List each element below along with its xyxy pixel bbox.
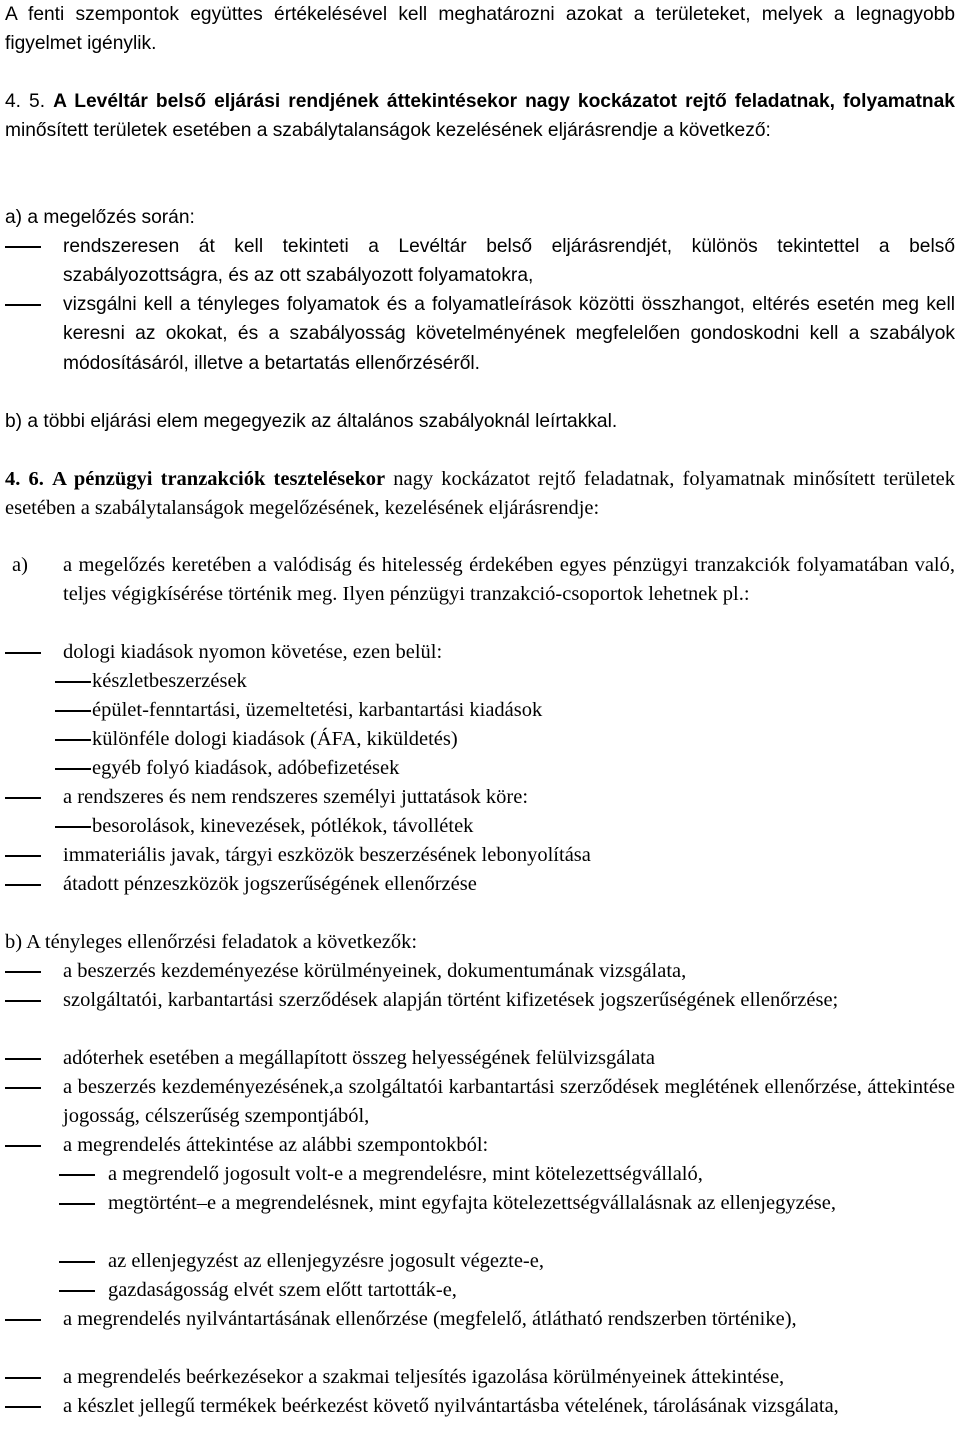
dash-bullet (5, 971, 41, 973)
list-item-text: immateriális javak, tárgyi eszközök beszerzésének lebonyolítása (63, 844, 591, 866)
list-item-text: átadott pénzeszközök jogszerűségének ellenőrzése (63, 873, 477, 895)
section-4-6-heading (5, 465, 955, 524)
section-4-6-b-label: b) A tényleges ellenőrzési feladatok a következők: (5, 931, 418, 953)
dash-bullet (55, 826, 91, 828)
list-item (63, 957, 955, 986)
section-4-5-a-label: a) a megelőzés során: (5, 207, 195, 228)
list-item (63, 638, 955, 667)
section-4-5-title-bold: A Levéltár belső eljárási rendjének áttekintésekor nagy kockázatot rejtő feladatnak, folyamatnak (53, 91, 955, 112)
dash-bullet (5, 1058, 41, 1060)
list-item (63, 1044, 955, 1073)
list-item (108, 1189, 955, 1218)
list-item (92, 667, 955, 696)
dash-bullet (5, 652, 41, 654)
list-item (63, 783, 955, 812)
list-item (92, 812, 955, 841)
list-item (63, 232, 955, 291)
dash-bullet (59, 1174, 95, 1176)
list-item (63, 1363, 955, 1392)
list-item-text: megtörtént–e a megrendelésnek, mint egyfajta kötelezettségvállalásnak az ellenjegyzése, (108, 1192, 836, 1214)
dash-bullet (59, 1203, 95, 1205)
list-item-text: adóterhek esetében a megállapított összeg helyességének felülvizsgálata (63, 1047, 655, 1069)
list-item-text: dologi kiadások nyomon követése, ezen belül: (63, 641, 443, 663)
list-item-text: szolgáltatói, karbantartási szerződések alapján történt kifizetések jogszerűségének ellenőrzése; (63, 989, 839, 1011)
list-item (63, 986, 955, 1015)
section-4-6-number: 4. 6. (5, 468, 44, 490)
list-item-text: a rendszeres és nem rendszeres személyi juttatások köre: (63, 786, 529, 808)
list-item (108, 1247, 955, 1276)
section-4-6-a-paragraph (12, 551, 955, 610)
list-item-text: a beszerzés kezdeményezése körülményeinek, dokumentumának vizsgálata, (63, 960, 687, 982)
section-4-6-title-bold: A pénzügyi tranzakciók tesztelésekor (52, 468, 386, 490)
list-item-text: vizsgálni kell a tényleges folyamatok és a folyamatleírások közötti összhangot, eltérés esetén meg kell keresni az okokat, és a szabályosság követelményének megfelelően gondoskodni kell a szabályok módosításáról, illetve a betartatás ellenőrzéséről. (63, 294, 955, 374)
list-item-text: a megrendelés áttekintése az alábbi szempontokból: (63, 1134, 489, 1156)
list-item-text: rendszeresen át kell tekinteti a Levéltár belső eljárásrendjét, különös tekintettel a belső szabályozottságra, és az ott szabályozott folyamatokra, (63, 236, 955, 287)
list-item-text: gazdaságosság elvét szem előtt tartották-e, (108, 1279, 457, 1301)
list-item (92, 696, 955, 725)
list-item-text: a készlet jellegű termékek beérkezést követő nyilvántartásba vételének, tárolásának vizsgálata, (63, 1395, 839, 1417)
dash-bullet (5, 246, 41, 248)
dash-bullet (5, 1000, 41, 1002)
dash-bullet (5, 1319, 41, 1321)
section-4-5-title-rest: minősített területek esetében a szabálytalanságok kezelésének eljárásrendje a következő: (5, 120, 771, 142)
dash-bullet (55, 710, 91, 712)
list-item (92, 725, 955, 754)
list-item (63, 1073, 955, 1132)
list-item (63, 1305, 955, 1334)
list-item-text: a megrendelő jogosult volt-e a megrendelésre, mint kötelezettségvállaló, (108, 1163, 703, 1185)
list-item (63, 870, 955, 899)
list-item-text: az ellenjegyzést az ellenjegyzésre jogosult végezte-e, (108, 1250, 544, 1272)
dash-bullet (5, 1087, 41, 1089)
dash-bullet (55, 739, 91, 741)
dash-bullet (59, 1290, 95, 1292)
dash-bullet (59, 1261, 95, 1263)
section-4-5-heading (5, 87, 955, 146)
section-4-6-a-text: a megelőzés keretében a valódiság és hitelesség érdekében egyes pénzügyi tranzakciók folyamatában való, teljes végigkísérése történik meg. Ilyen pénzügyi tranzakció-csoportok lehetnek pl.: (63, 554, 955, 606)
dash-bullet (5, 304, 41, 306)
section-4-6-a-label: a) (12, 554, 28, 576)
list-item (63, 841, 955, 870)
list-item (108, 1160, 955, 1189)
list-item-text: épület-fenntartási, üzemeltetési, karbantartási kiadások (92, 699, 543, 721)
list-item-text: különféle dologi kiadások (ÁFA, kiküldetés) (92, 728, 458, 750)
dash-bullet (5, 1145, 41, 1147)
list-item (92, 754, 955, 783)
list-item-text: a megrendelés beérkezésekor a szakmai teljesítés igazolása körülményeinek áttekintése, (63, 1366, 785, 1388)
dash-bullet (5, 1377, 41, 1379)
list-item-text: készletbeszerzések (92, 670, 247, 692)
list-item-text: egyéb folyó kiadások, adóbefizetések (92, 757, 400, 779)
dash-bullet (5, 1406, 41, 1408)
intro-paragraph: A fenti szempontok együttes értékelésével kell meghatározni azokat a területeket, melyek a legnagyobb figyelmet igénylik. (5, 4, 955, 55)
list-item (108, 1276, 955, 1305)
list-item-text: a megrendelés nyilvántartásának ellenőrzése (megfelelő, átlátható rendszerben történike), (63, 1308, 797, 1330)
list-item (63, 1131, 955, 1160)
section-4-5-b-paragraph: b) a többi eljárási elem megegyezik az általános szabályoknál leírtakkal. (5, 411, 618, 432)
list-item-text: a beszerzés kezdeményezésének,a szolgáltatói karbantartási szerződések meglétének ellenőrzése, áttekintése jogosság, célszerűség szempontjából, (63, 1076, 955, 1128)
section-4-5-number: 4. 5. (5, 91, 46, 112)
dash-bullet (55, 681, 91, 683)
dash-bullet (5, 855, 41, 857)
list-item-text: besorolások, kinevezések, pótlékok, távollétek (92, 815, 474, 837)
list-item (63, 1392, 955, 1421)
section-4-6-title-rest: nagy kockázatot rejtő feladatnak, folyamatnak minősített területek esetében a szabálytalanságok megelőzésének, kezelésének eljárásrendje: (5, 468, 956, 520)
dash-bullet (5, 797, 41, 799)
dash-bullet (5, 884, 41, 886)
list-item (63, 290, 955, 378)
dash-bullet (55, 768, 91, 770)
